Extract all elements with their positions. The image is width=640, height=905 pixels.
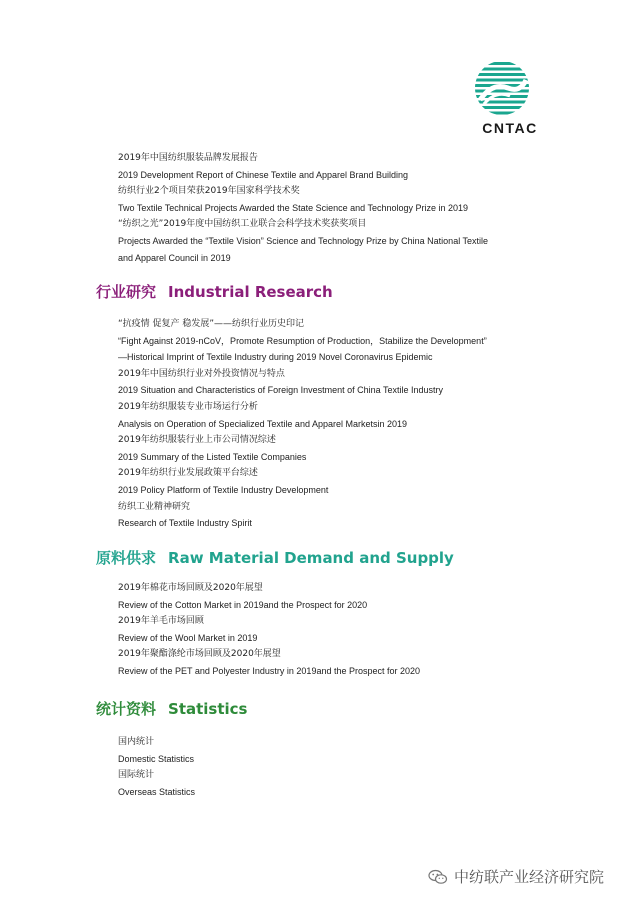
heading-en: Industrial Research [168,283,333,301]
statistics-entries [118,734,588,800]
list-item: Review of the PET and Polyester Industry in 2019and the Prospect for 2020 [118,665,421,676]
list-item: and Apparel Council in 2019 [118,252,231,263]
list-item: 纺织工业精神研究 [118,501,191,512]
list-item: Two Textile Technical Projects Awarded the State Science and Technology Prize in 2019 [118,202,469,213]
section-heading-statistics [96,698,247,719]
wechat-watermark [428,866,604,887]
list-item: 2019年棉花市场回顾及2020年展望 [118,583,263,593]
list-item: Analysis on Operation of Specialized Textile and Apparel Marketsin 2019 [118,418,408,429]
list-item: 2019年羊毛市场回顾 [118,616,204,627]
list-item: Review of the Wool Market in 2019 [118,632,258,643]
list-item: 2019年纺织服装专业市场运行分析 [118,401,258,412]
list-item: 2019年纺织行业发展政策平台综述 [118,468,258,479]
industrial-research-entries [118,316,588,532]
list-item: 纺织行业2个项目荣获2019年国家科学技术奖 [118,186,300,197]
raw-material-entries [118,580,588,680]
heading-en: Raw Material Demand and Supply [168,549,454,567]
list-item: 2019 Development Report of Chinese Textile and Apparel Brand Building [118,169,409,180]
heading-zh: 行业研究 [96,283,157,301]
list-item: 2019 Situation and Characteristics of Foreign Investment of China Textile Industry [118,385,444,396]
list-item: Projects Awarded the “Textile Vision” Science and Technology Prize by China National Textile [118,235,489,246]
list-item: Research of Textile Industry Spirit [118,518,252,529]
section-heading-industrial-research [96,281,333,302]
list-item: 2019 Summary of the Listed Textile Companies [118,451,307,462]
list-item: 2019年中国纺织行业对外投资情况与特点 [118,368,285,379]
heading-zh: 统计资料 [96,700,157,718]
cntac-globe-icon [474,60,530,116]
section-heading-raw-material [96,547,454,568]
list-item: Overseas Statistics [118,786,196,797]
list-item: 2019年纺织服装行业上市公司情况综述 [118,435,276,446]
list-item: 2019年中国纺织服装品牌发展报告 [118,153,258,163]
list-item: “纺织之光”2019年度中国纺织工业联合会科学技术奖获奖项目 [118,219,367,230]
list-item: 国际统计 [118,770,155,781]
top-entries [118,150,588,266]
cntac-logo [460,60,580,140]
list-item: “抗疫情 促复产 稳发展”——纺织行业历史印记 [118,319,305,329]
wechat-icon [428,869,448,885]
watermark-text: 中纺联产业经济研究院 [454,868,605,886]
list-item: Review of the Cotton Market in 2019and the Prospect for 2020 [118,599,368,610]
list-item: 2019 Policy Platform of Textile Industry Development [118,484,329,495]
heading-zh: 原料供求 [96,549,157,567]
list-item: 2019年聚酯涤纶市场回顾及2020年展望 [118,649,281,660]
heading-en: Statistics [168,700,248,718]
list-item: Domestic Statistics [118,753,195,764]
logo-text: CNTAC [482,120,538,136]
list-item: “Fight Against 2019-nCoV，Promote Resumption of Production，Stabilize the Development” [118,335,487,346]
list-item: 国内统计 [118,737,155,747]
list-item: —Historical Imprint of Textile Industry during 2019 Novel Coronavirus Epidemic [118,352,433,363]
